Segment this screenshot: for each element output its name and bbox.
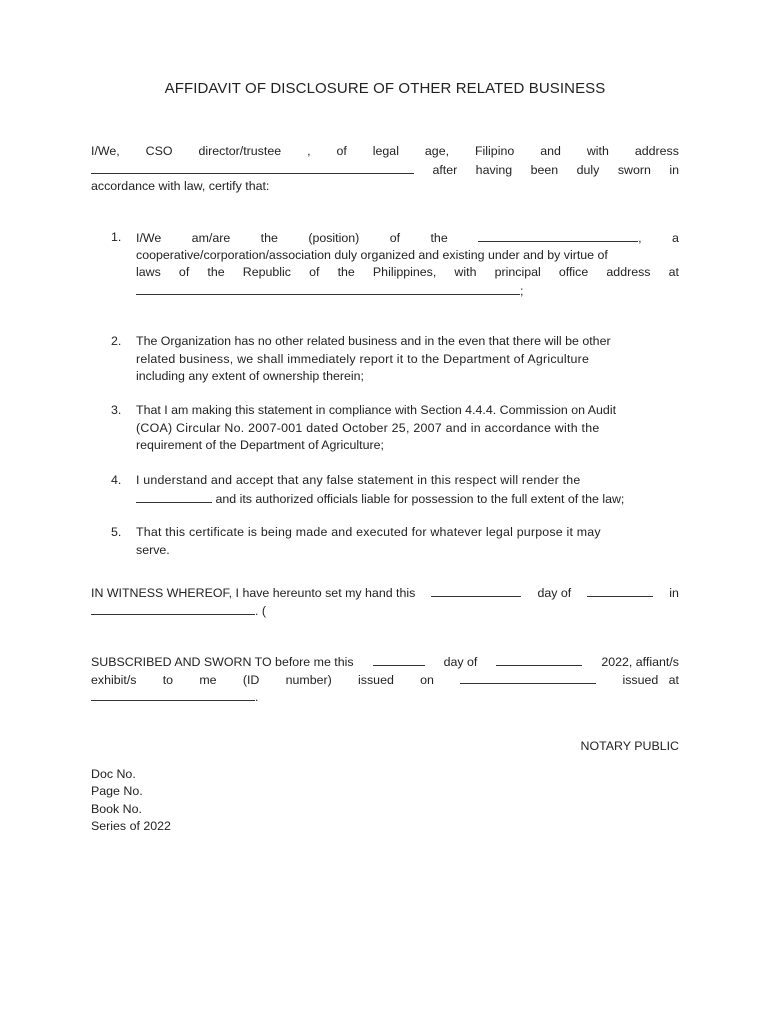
subscribed-line-2 [91,671,679,689]
intro-word: age, [424,144,450,158]
intro-word: of [336,144,347,158]
item-word: of [309,265,320,279]
subscribed-word: number) [285,672,332,687]
item-word: , [638,231,642,245]
notary-public-label: NOTARY PUBLIC [580,739,679,753]
subscribed-word: on [420,672,434,687]
item-word: Philippines, [372,265,437,279]
item-word: principal [494,265,541,279]
item-word: and its authorized officials liable for possession to the full extent of the law; [215,491,625,506]
list-item-body [136,229,679,299]
intro-word: director/trustee [198,144,282,158]
witness-text: . ( [255,603,267,618]
subscribed-text: day of [443,655,478,669]
intro-word: address [634,144,679,158]
item2-line-2: related business, we shall immediately report it to the Department of Agriculture [136,351,590,366]
item-word: of [389,231,401,245]
item-word: of [178,265,190,279]
intro-line-1 [91,143,679,161]
item1-line-2: cooperative/corporation/association duly organized and existing under and by virtue of [136,247,608,262]
item4-line-2 [136,490,679,508]
item3-line-1: That I am making this statement in compliance with Section 4.4.4. Commission on Audit [136,403,617,417]
intro-word: legal [372,144,399,158]
intro-word: been [530,162,559,177]
intro-line-3: accordance with law, certify that: [91,179,270,193]
address-blank[interactable] [91,161,414,174]
doc-no: Doc No. [91,767,136,781]
item-word: office [558,265,589,279]
item1-line-3 [136,264,679,282]
page-no: Page No. [91,784,143,799]
item-word: laws [136,265,161,279]
item2-line-3: including any extent of ownership therein; [136,369,364,383]
subscribed-paragraph [91,653,679,706]
item3-line-2: (COA) Circular No. 2007-001 dated October 25, 2007 and in accordance with the [136,420,600,435]
witness-line-2 [91,602,679,620]
intro-word: I/We, [91,144,120,158]
principal-address-blank[interactable] [136,282,520,295]
intro-word: after [432,162,458,177]
item1-line-1 [136,229,679,247]
intro-paragraph [91,143,679,196]
id-issued-place-blank[interactable] [91,688,255,701]
item-word: a [672,231,679,245]
subscribed-text: 2022, affiant/s [601,655,679,669]
subscribed-line-1 [91,653,679,671]
subscribed-word: (ID [242,672,260,687]
item-word: the [260,231,278,245]
subscribed-text: SUBSCRIBED AND SWORN TO before me this [91,655,354,669]
entity-blank[interactable] [136,490,212,503]
list-number: 4. [111,473,122,487]
item5-line-2: serve. [136,542,170,557]
item2-line-1: The Organization has no other related business and in the even that there will be other [136,334,611,348]
item3-line-3: requirement of the Department of Agriculture; [136,438,384,452]
intro-line-2 [91,161,679,179]
document-title: AFFIDAVIT OF DISCLOSURE OF OTHER RELATED BUSINESS [164,80,606,97]
intro-word: CSO [145,144,173,158]
witness-text: IN WITNESS WHEREOF, I have hereunto set my hand this [91,586,416,600]
witness-line-1 [91,584,679,602]
subscribed-word: exhibit/s [91,672,137,687]
subscribed-word: to [162,672,174,687]
intro-word: and [540,144,561,158]
intro-word: duly [576,162,600,177]
intro-word: , [307,144,311,158]
intro-word: Filipino [474,144,515,158]
item-word: at [668,265,679,279]
witness-text: in [669,586,679,600]
list-item-body [136,402,679,455]
id-issued-date-blank[interactable] [460,671,596,684]
item-word: with [454,265,477,279]
item-word: am/are [191,231,231,245]
list-item-body [136,472,679,507]
intro-word: in [669,162,679,177]
item-word: (position) [308,231,360,245]
subscribed-word: issued at [622,672,679,687]
list-number: 2. [111,334,122,348]
organization-name-blank[interactable] [478,229,638,242]
witness-paragraph [91,584,679,619]
intro-word: sworn [617,162,651,177]
subscribed-day-blank[interactable] [373,653,425,666]
witness-month-blank[interactable] [587,584,653,597]
item5-line-1: That this certificate is being made and executed for whatever legal purpose it may [136,525,601,539]
item-word: the [430,231,448,245]
item-word: the [207,265,225,279]
witness-place-blank[interactable] [91,602,255,615]
notarial-register-block [91,766,171,835]
subscribed-month-blank[interactable] [496,653,582,666]
item-word: I/We [136,231,162,245]
item-word: address [606,265,651,279]
witness-day-blank[interactable] [431,584,521,597]
subscribed-word: . [255,690,259,704]
list-item-body [136,333,679,386]
item1-line-4 [136,282,679,300]
witness-text: day of [537,586,572,600]
list-number: 3. [111,403,122,417]
subscribed-word: me [199,672,217,687]
item4-line-1: I understand and accept that any false statement in this respect will render the [136,473,581,487]
series: Series of 2022 [91,818,171,833]
item-word: the [337,265,355,279]
subscribed-word: issued [358,672,394,687]
list-item-body [136,524,679,559]
item-word: ; [520,283,524,298]
intro-word: with [586,144,609,158]
intro-word: having [475,162,513,177]
book-no: Book No. [91,801,142,816]
list-number: 1. [111,230,122,244]
list-number: 5. [111,525,122,539]
item-word: Republic [242,265,291,279]
subscribed-line-3 [91,688,679,706]
